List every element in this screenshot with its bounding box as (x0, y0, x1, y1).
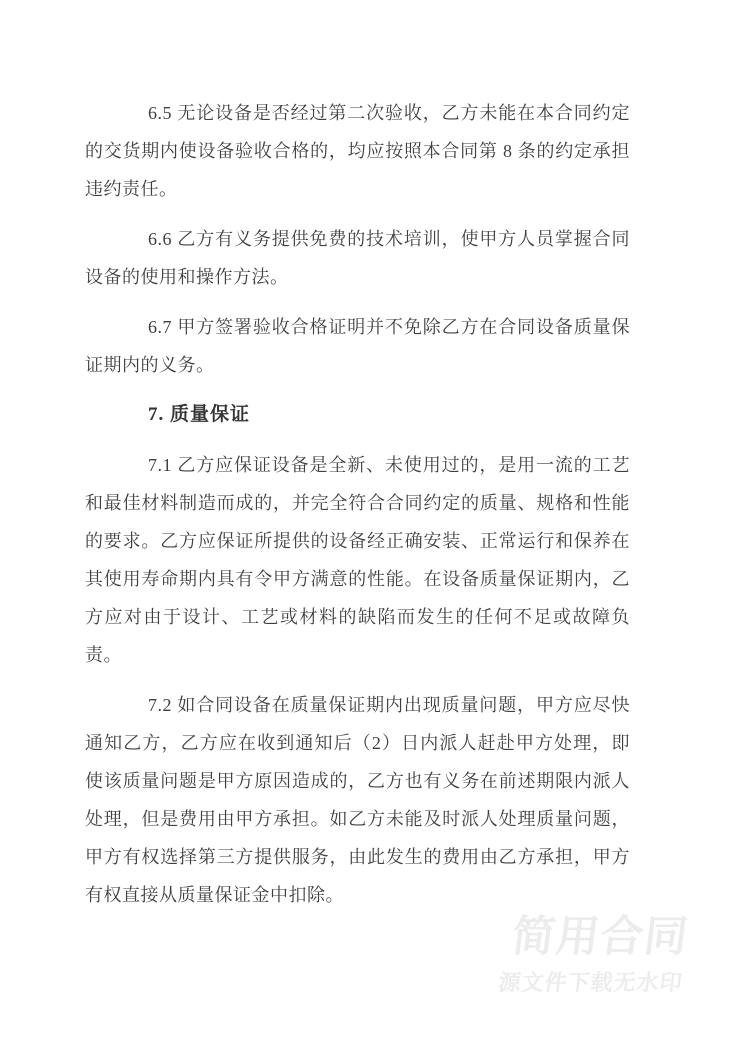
clause-6-7-paragraph: 6.7 甲方签署验收合格证明并不免除乙方在合同设备质量保证期内的义务。 (85, 317, 630, 375)
section-7-heading: 7. 质量保证 (148, 404, 251, 425)
watermark (497, 913, 692, 995)
clause-6-5-paragraph: 6.5 无论设备是否经过第二次验收，乙方未能在本合同约定的交货期内使设备验收合格的，均应按照本合同第 8 条的约定承担违约责任。 (85, 103, 630, 199)
watermark-brand-text: 简用合同 (509, 913, 692, 961)
clause-7-1-paragraph: 7.1 乙方应保证设备是全新、未使用过的，是用一流的工艺和最佳材料制造而成的，并完全符合合同约定的质量、规格和性能的要求。乙方应保证所提供的设备经正确安装、正常运行和保养在其使用寿命期内具有令甲方满意的性能。在设备质量保证期内，乙方应对由于设计、工艺或材料的缺陷而发生的任何不足或故障负责。 (85, 455, 630, 665)
watermark-tagline-text: 源文件下载无水印 (497, 970, 685, 995)
document-body (85, 94, 630, 926)
clause-6-6-paragraph: 6.6 乙方有义务提供免费的技术培训，使甲方人员掌握合同设备的使用和操作方法。 (85, 229, 630, 287)
clause-7-2-paragraph: 7.2 如合同设备在质量保证期内出现质量问题，甲方应尽快通知乙方，乙方应在收到通知后（2）日内派人赶赴甲方处理，即使该质量问题是甲方原因造成的，乙方也有义务在前述期限内派人处理，但是费用由甲方承担。如乙方未能及时派人处理质量问题，甲方有权选择第三方提供服务，由此发生的费用由乙方承担，甲方有权直接从质量保证金中扣除。 (85, 695, 630, 905)
